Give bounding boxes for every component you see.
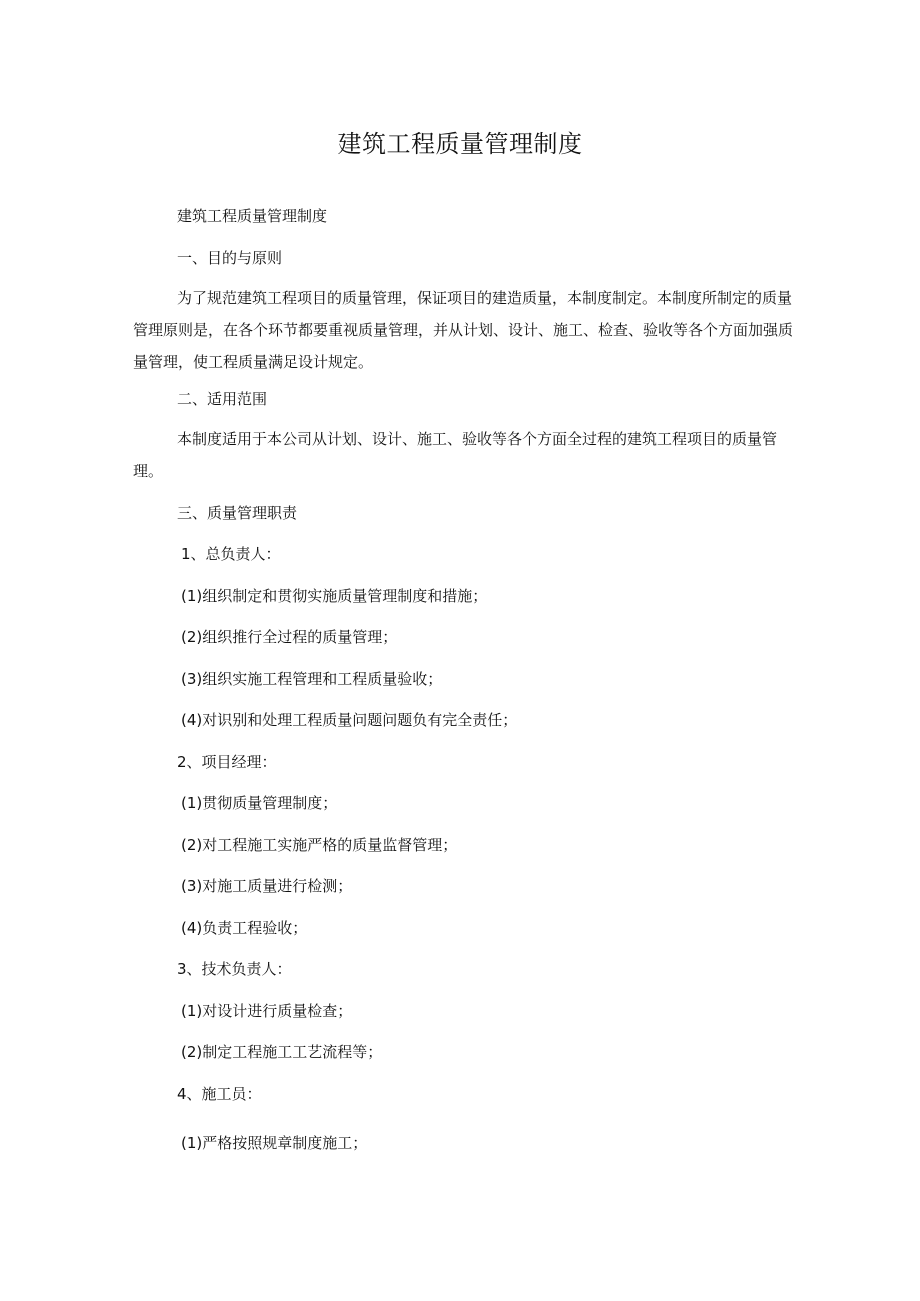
section-heading-purpose: 一、目的与原则 xyxy=(177,249,283,267)
list-item: (3)对施工质量进行检测； xyxy=(181,877,353,895)
role-label-technical-lead: 3、技术负责人： xyxy=(177,960,292,978)
list-item: (4)负责工程验收； xyxy=(181,919,308,937)
list-item: (1)组织制定和贯彻实施质量管理制度和措施； xyxy=(181,587,488,605)
list-item: (1)对设计进行质量检查； xyxy=(181,1002,353,1020)
section-body-purpose: 为了规范建筑工程项目的质量管理，保证项目的建造质量，本制度制定。本制度所制定的质量管理原则是，在各个环节都要重视质量管理，并从计划、设计、施工、检查、验收等各个方面加强质量管理，使工程质量满足设计规定。 xyxy=(133,289,794,371)
role-label-general-manager: 1、总负责人： xyxy=(181,545,281,563)
list-item: (3)组织实施工程管理和工程质量验收； xyxy=(181,670,443,688)
list-item: (2)对工程施工实施严格的质量监督管理； xyxy=(181,836,458,854)
section-heading-responsibilities: 三、质量管理职责 xyxy=(177,504,298,522)
list-item: (2)制定工程施工工艺流程等； xyxy=(181,1043,383,1061)
document-subtitle: 建筑工程质量管理制度 xyxy=(177,207,328,225)
list-item: (1)贯彻质量管理制度； xyxy=(181,794,338,812)
list-item: (2)组织推行全过程的质量管理； xyxy=(181,628,398,646)
list-item: (1)严格按照规章制度施工； xyxy=(181,1134,368,1152)
section-body-scope: 本制度适用于本公司从计划、设计、施工、验收等各个方面全过程的建筑工程项目的质量管理。 xyxy=(133,430,778,480)
role-label-construction-worker: 4、施工员： xyxy=(177,1085,262,1103)
section-heading-scope: 二、适用范围 xyxy=(177,390,268,408)
document-title: 建筑工程质量管理制度 xyxy=(337,130,583,158)
role-label-project-manager: 2、项目经理： xyxy=(177,753,277,771)
list-item: (4)对识别和处理工程质量问题问题负有完全责任； xyxy=(181,711,518,729)
